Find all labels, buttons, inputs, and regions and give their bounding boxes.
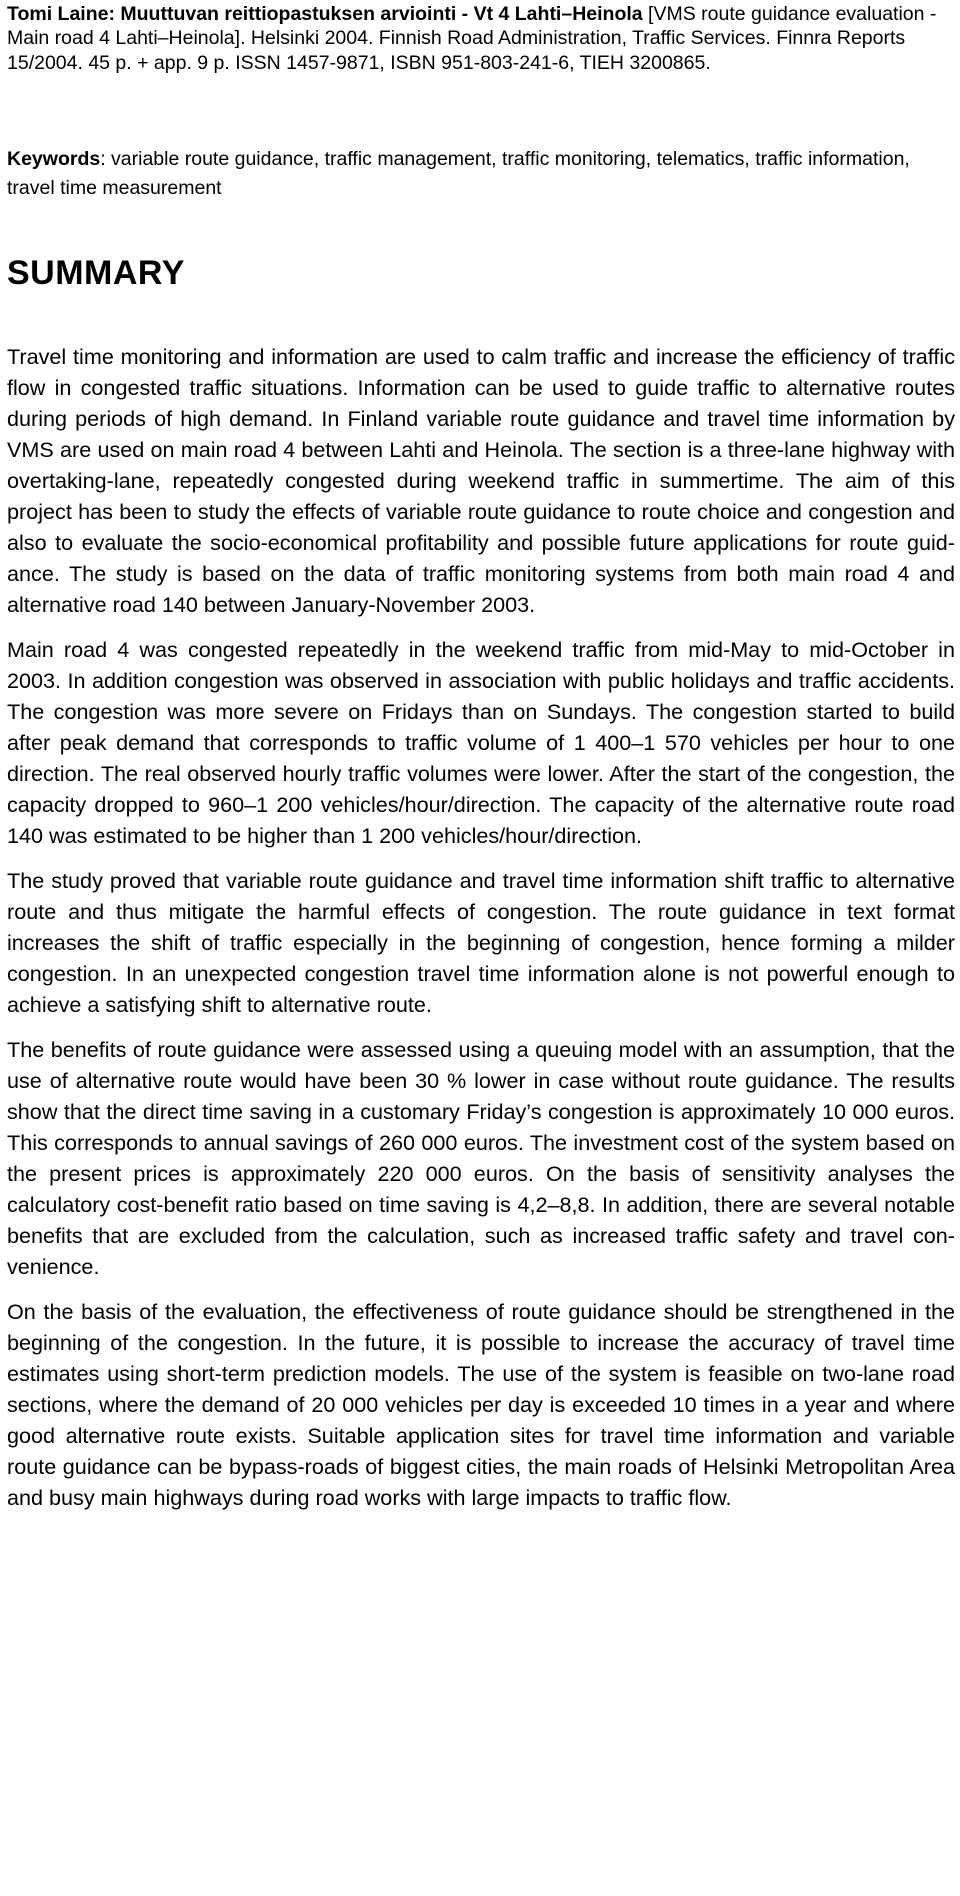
keywords-label: Keywords [7,148,101,171]
summary-heading: SUMMARY [7,254,185,293]
keywords-list: : variable route guidance, traffic management, traffic monitoring, telematics, traffic information, travel time measurement [7,148,910,200]
summary-paragraph-4: The benefits of route guidance were assessed using a queuing model with an assumption, that the use of alternative route would have been 30 % lower in case without route guidance. The results show that the direct time saving in a customary Friday’s congestion is approximately 10 000 euros. This corresponds to annual savings of 260 000 euros. The investment cost of the system based on the present prices is approximately 220 000 euros. On the basis of sensitivity analyses the calculatory cost-benefit ratio based on time saving is 4,2–8,8. In addition, there are several notable benefits that are excluded from the calculation, such as increased traffic safety and travel convenience. [7,1037,955,1280]
keywords-line [7,145,955,203]
citation-details: [VMS route guidance evaluation - Main road 4 Lahti–Heinola]. Helsinki 2004. Finnish Road Administration, Traffic Services. Finnra Reports 15/2004. 45 p. + app. 9 p. ISSN 1457-9871, ISBN 951-803-241-6, TIEH 3200865. [7,3,937,74]
bibliographic-citation [7,0,955,75]
summary-paragraph-2: Main road 4 was congested repeatedly in the weekend traffic from mid-May to mid-October in 2003. In addition congestion was observed in association with public holidays and traffic accidents. The congestion was more severe on Fridays than on Sundays. The congestion started to build after peak demand that corresponds to traffic volume of 1 400–1 570 vehicles per hour to one direction. The real observed hourly traffic volumes were lower. After the start of the congestion, the capacity dropped to 960–1 200 vehicles/hour/direction. The capacity of the alternative route road 140 was estimated to be higher than 1 200 vehicles/hour/direction. [7,637,955,849]
summary-paragraph-3: The study proved that variable route guidance and travel time information shift traffic to alternative route and thus mitigate the harmful effects of congestion. The route guidance in text format increases the shift of traffic especially in the beginning of congestion, hence forming a milder congestion. In an unexpected congestion travel time information alone is not powerful enough to achieve a satisfying shift to alternative route. [7,868,955,1018]
author-and-finnish-title: Tomi Laine: Muuttuvan reittiopastuksen arviointi - Vt 4 Lahti–Heinola [7,3,643,25]
summary-paragraph-1: Travel time monitoring and information are used to calm traffic and increase the efficiency of traffic flow in congested traffic situations. Information can be used to guide traffic to alternative routes during periods of high demand. In Finland variable route guidance and travel time information by VMS are used on main road 4 between Lahti and Heinola. The section is a three-lane highway with overtaking-lane, repeatedly congested during weekend traffic in summertime. The aim of this project has been to study the effects of variable route guidance to route choice and congestion and also to evaluate the socio-economical profitability and possible future applications for route guidance. The study is based on the data of traffic monitoring systems from both main road 4 and alternative road 140 between January-November 2003. [7,344,955,618]
summary-body [7,341,955,1513]
summary-paragraph-5: On the basis of the evaluation, the effectiveness of route guidance should be strengthened in the beginning of the congestion. In the future, it is possible to increase the accuracy of travel time estimates using short-term prediction models. The use of the system is feasible on two-lane road sections, where the demand of 20 000 vehicles per day is exceeded 10 times in a year and where good alternative route exists. Suitable application sites for travel time information and variable route guidance can be bypass-roads of biggest cities, the main roads of Helsinki Metropolitan Area and busy main highways during road works with large impacts to traffic flow. [7,1299,955,1511]
